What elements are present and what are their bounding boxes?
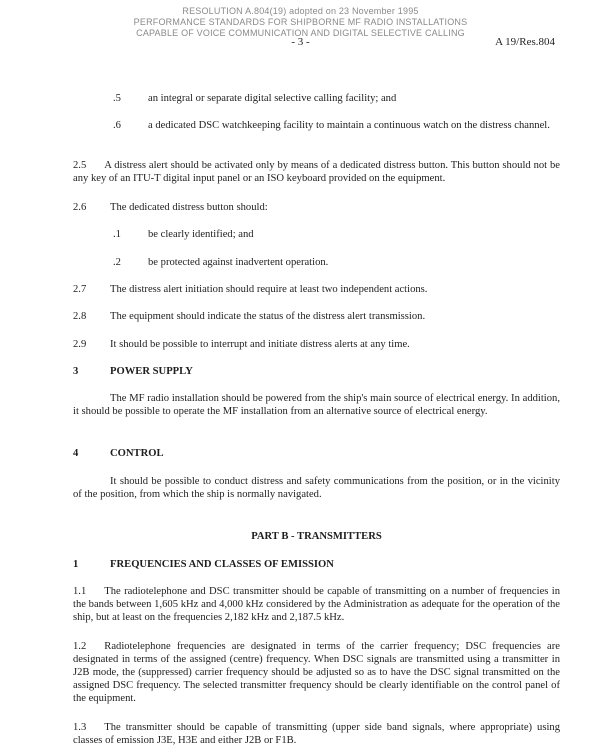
section-heading-power-supply: POWER SUPPLY <box>110 366 193 377</box>
part-b-heading: PART B - TRANSMITTERS <box>251 531 382 542</box>
paragraph-number: 1.1 <box>73 586 87 597</box>
item-text: The distress alert initiation should require at least two independent actions. <box>110 284 428 295</box>
header-subtitle-line: CAPABLE OF VOICE COMMUNICATION AND DIGITAL SELECTIVE CALLING <box>136 28 465 38</box>
paragraph-number: 2.5 <box>73 160 87 171</box>
paragraph-text: Radiotelephone frequencies are designated in terms of the carrier frequency; DSC frequencies are designated in terms of the assigned (centre) frequency. When DSC signals are transmitted using a transmitter in J2B mode, the (suppressed) carrier frequency should be adjusted so as to have the DSC signal transmitted on the assigned DSC frequency. The selected transmitter frequency should be clearly identifiable on the control panel of the equipment. <box>73 641 560 704</box>
item-text: The dedicated distress button should: <box>110 202 268 213</box>
section-heading-frequencies: FREQUENCIES AND CLASSES OF EMISSION <box>110 559 334 570</box>
item-number: .6 <box>113 120 121 131</box>
section-number: 1 <box>73 559 79 570</box>
paragraph-1-2 <box>73 640 560 705</box>
item-number: 2.7 <box>73 284 87 295</box>
item-text: The equipment should indicate the status of the distress alert transmission. <box>110 311 426 322</box>
item-number: 2.6 <box>73 202 87 213</box>
item-number: .1 <box>113 229 121 240</box>
paragraph-2-5 <box>73 159 560 185</box>
paragraph-text: The transmitter should be capable of transmitting (upper side band signals, where appropriate) using classes of emission J3E, H3E and either J2B or F1B. <box>73 722 560 746</box>
power-supply-paragraph: The MF radio installation should be powered from the ship's main source of electrical energy. In addition, it should be possible to operate the MF installation from an alternative source of electrical energy. <box>73 393 560 417</box>
paragraph-text: A distress alert should be activated only by means of a dedicated distress button. This button should not be any key of an ITU-T digital input panel or an ISO keyboard provided on the equipment. <box>73 160 560 184</box>
item-number: 2.9 <box>73 339 87 350</box>
header-title-line: PERFORMANCE STANDARDS FOR SHIPBORNE MF RADIO INSTALLATIONS <box>133 17 468 27</box>
paragraph-1-3 <box>73 721 560 747</box>
item-text: be protected against inadvertent operation. <box>148 257 329 268</box>
paragraph-number: 1.2 <box>73 641 87 652</box>
item-text: be clearly identified; and <box>148 229 254 240</box>
control-paragraph: It should be possible to conduct distress and safety communications from the position, or in the vicinity of the position, from which the ship is normally navigated. <box>73 476 560 500</box>
section-heading-control: CONTROL <box>110 448 164 459</box>
item-number: .5 <box>113 93 121 104</box>
document-reference: A 19/Res.804 <box>495 36 555 48</box>
item-number: 2.8 <box>73 311 87 322</box>
item-number: .2 <box>113 257 121 268</box>
item-text: It should be possible to interrupt and initiate distress alerts at any time. <box>110 339 410 350</box>
section-number: 4 <box>73 448 79 459</box>
item-text: an integral or separate digital selective calling facility; and <box>148 93 397 104</box>
item-text: a dedicated DSC watchkeeping facility to maintain a continuous watch on the distress channel. <box>148 120 550 131</box>
section-number: 3 <box>73 366 79 377</box>
page-number: - 3 - <box>291 36 310 48</box>
paragraph-number: 1.3 <box>73 722 87 733</box>
paragraph-text: The radiotelephone and DSC transmitter should be capable of transmitting on a number of frequencies in the bands between 1,605 kHz and 4,000 kHz considered by the Administration as adequate for the operation of the ship, but at least on the frequencies 2,182 kHz and 2,187.5 kHz. <box>73 586 560 623</box>
header-resolution-line: RESOLUTION A.804(19) adopted on 23 November 1995 <box>182 6 419 16</box>
paragraph-1-1 <box>73 585 560 624</box>
